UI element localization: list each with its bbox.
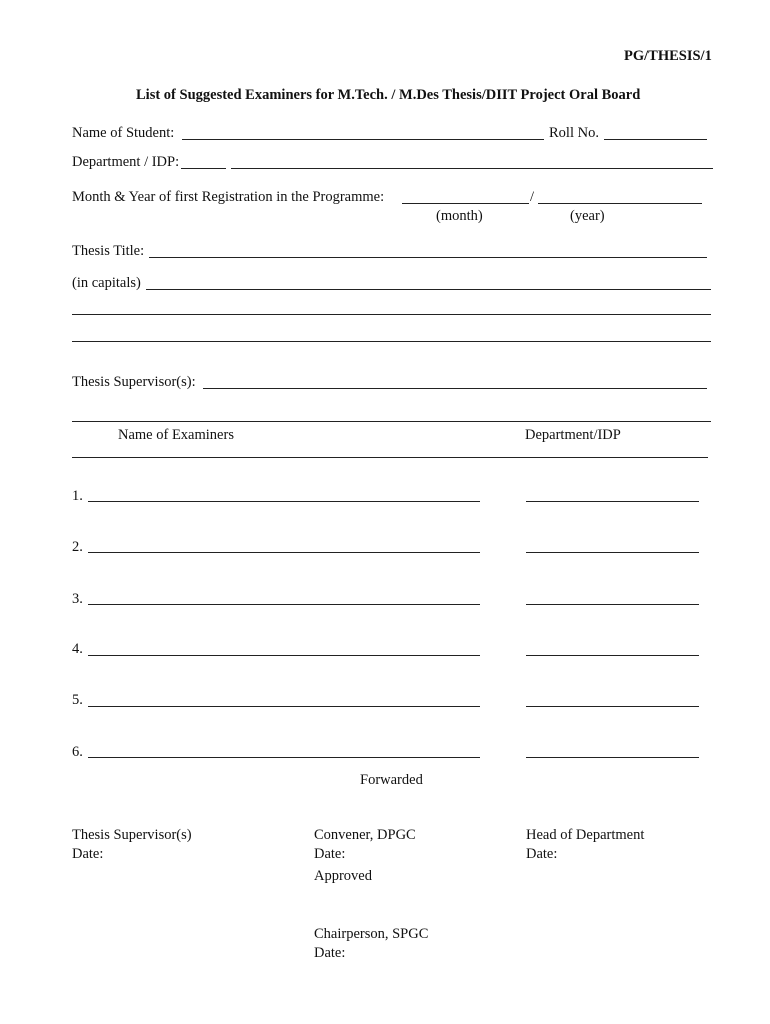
slash-separator: / [530, 189, 535, 205]
examiner-name-field[interactable] [88, 552, 480, 553]
thesis-supervisors-line-2[interactable] [72, 421, 711, 422]
examiner-name-field[interactable] [88, 604, 480, 605]
convener-signature-label: Convener, DPGC [314, 827, 416, 843]
thesis-supervisors-field[interactable] [203, 388, 707, 389]
examiner-department-field[interactable] [526, 552, 699, 553]
examiner-name-field[interactable] [88, 757, 480, 758]
supervisor-signature-label: Thesis Supervisor(s) [72, 827, 192, 843]
registration-month-field[interactable] [402, 203, 529, 204]
department-idp-label: Department / IDP: [72, 154, 180, 170]
form-title: List of Suggested Examiners for M.Tech. / M.Des Thesis/DIIT Project Oral Board [136, 87, 641, 103]
forwarded-label: Forwarded [360, 772, 423, 788]
thesis-title-line-2[interactable] [72, 314, 711, 315]
examiner-department-field[interactable] [526, 655, 699, 656]
thesis-title-label: Thesis Title: [72, 243, 145, 259]
thesis-title-field[interactable] [149, 257, 707, 258]
column-header-department-idp: Department/IDP [525, 427, 621, 443]
examiner-row-number: 5. [72, 692, 83, 708]
approved-label: Approved [314, 868, 372, 884]
thesis-title-capitals-field[interactable] [146, 289, 711, 290]
examiner-row-number: 4. [72, 641, 83, 657]
table-header-rule [72, 457, 708, 458]
examiner-row-number: 3. [72, 591, 83, 607]
roll-no-field[interactable] [604, 139, 707, 140]
examiner-department-field[interactable] [526, 706, 699, 707]
examiner-department-field[interactable] [526, 501, 699, 502]
examiner-row-number: 2. [72, 539, 83, 555]
department-code-field[interactable] [181, 168, 226, 169]
month-hint: (month) [436, 208, 483, 224]
department-name-field[interactable] [231, 168, 713, 169]
supervisor-date-label: Date: [72, 846, 104, 862]
thesis-supervisors-label: Thesis Supervisor(s): [72, 374, 196, 390]
hod-date-label: Date: [526, 846, 558, 862]
chairperson-date-label: Date: [314, 945, 346, 961]
in-capitals-label: (in capitals) [72, 275, 141, 291]
examiner-department-field[interactable] [526, 604, 699, 605]
registration-year-field[interactable] [538, 203, 702, 204]
examiner-name-field[interactable] [88, 501, 480, 502]
examiner-name-field[interactable] [88, 706, 480, 707]
examiner-department-field[interactable] [526, 757, 699, 758]
roll-no-label: Roll No. [549, 125, 599, 141]
examiner-row-number: 1. [72, 488, 83, 504]
thesis-title-line-3[interactable] [72, 341, 711, 342]
column-header-name-of-examiners: Name of Examiners [118, 427, 234, 443]
name-of-student-label: Name of Student: [72, 125, 175, 141]
registration-month-year-label: Month & Year of first Registration in the Programme: [72, 189, 385, 205]
convener-date-label: Date: [314, 846, 346, 862]
hod-signature-label: Head of Department [526, 827, 645, 843]
name-of-student-field[interactable] [182, 139, 544, 140]
year-hint: (year) [570, 208, 605, 224]
examiner-row-number: 6. [72, 744, 83, 760]
examiner-name-field[interactable] [88, 655, 480, 656]
chairperson-signature-label: Chairperson, SPGC [314, 926, 429, 942]
form-code: PG/THESIS/1 [624, 48, 712, 64]
